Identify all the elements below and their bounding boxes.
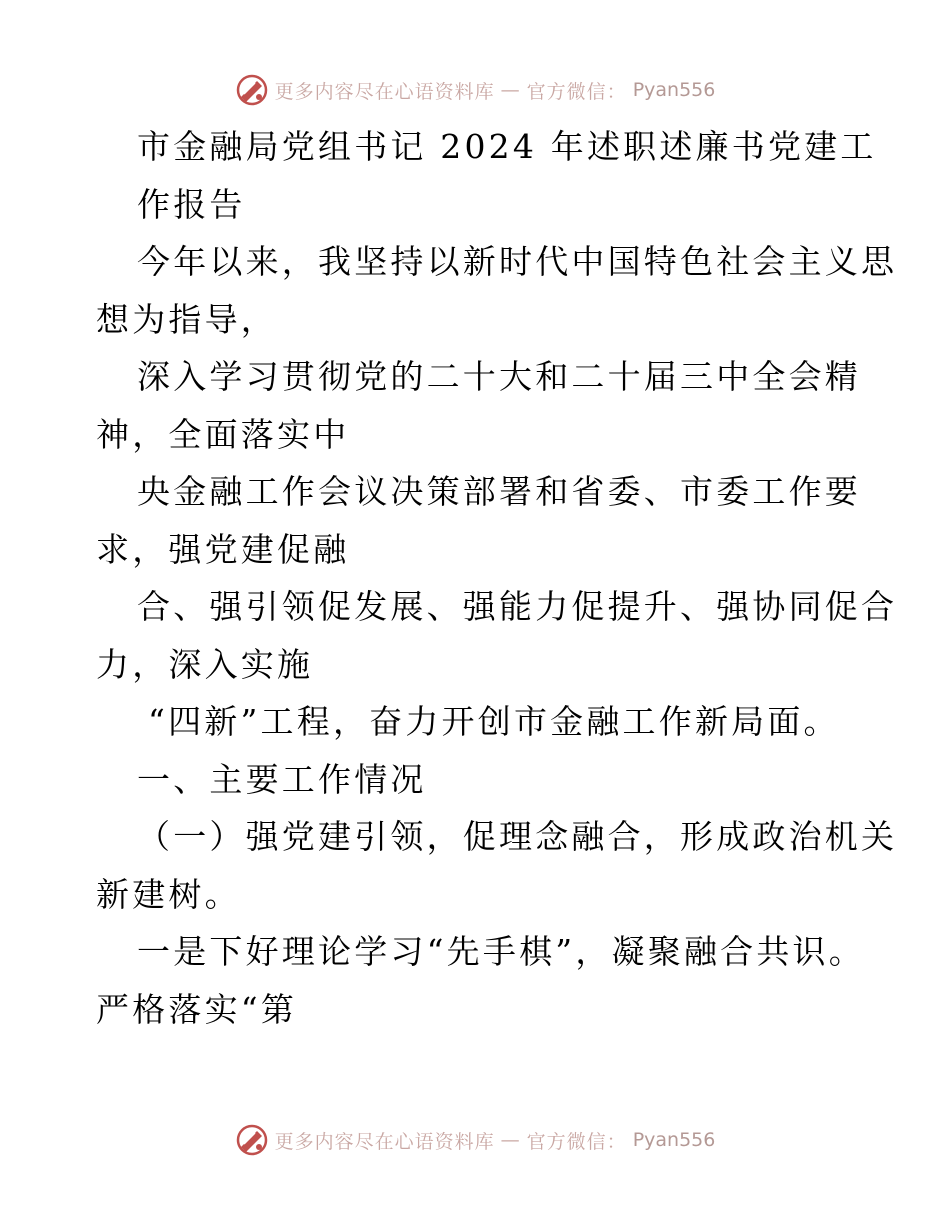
paragraph-line: 央金融工作会议决策部署和省委、市委工作要 [137,472,861,511]
footer-watermark [235,1123,716,1157]
paragraph-line: 求，强党建促融 [96,529,350,569]
watermark-separator: — [500,79,521,101]
footer-watermark-banner [0,1120,950,1160]
paragraph-line: 严格落实“第 [96,989,298,1029]
pen-circle-logo-icon [235,1123,269,1157]
header-watermark [235,73,716,107]
paragraph-line: 今年以来，我坚持以新时代中国特色社会主义思 [137,242,898,281]
document-title-line-2: 作报告 [137,184,246,224]
watermark-contact-label: 官方微信： [526,1130,627,1153]
watermark-text: 更多内容尽在心语资料库 [274,1130,495,1153]
section-heading: 一、主要工作情况 [137,759,427,799]
watermark-wechat-id: Pyan556 [632,1129,716,1151]
watermark-separator: — [500,1129,521,1151]
header-watermark-banner [0,70,950,110]
document-title-line-1: 市金融局党组书记 2024 年述职述廉书党建工 [137,127,877,166]
subsection-heading: （一）强党建引领，促理念融合，形成政治机关 [137,817,898,856]
document-body [96,118,898,1038]
watermark-text: 更多内容尽在心语资料库 [274,80,495,103]
pen-circle-logo-icon [235,73,269,107]
paragraph-line: 神，全面落实中 [96,414,350,454]
paragraph-line: 想为指导， [96,299,277,339]
paragraph-line: 深入学习贯彻党的二十大和二十届三中全会精 [137,357,861,396]
watermark-contact-label: 官方微信： [526,80,627,103]
paragraph-line: 一是下好理论学习“先手棋”，凝聚融合共识。 [137,932,865,971]
paragraph-line: 力，深入实施 [96,644,314,684]
paragraph-line: 新建树。 [96,874,241,914]
paragraph-line: 合、强引领促发展、强能力促提升、强协同促合 [137,587,898,626]
paragraph-line: “四新”工程，奋力开创市金融工作新局面。 [148,702,840,741]
watermark-wechat-id: Pyan556 [632,79,716,101]
